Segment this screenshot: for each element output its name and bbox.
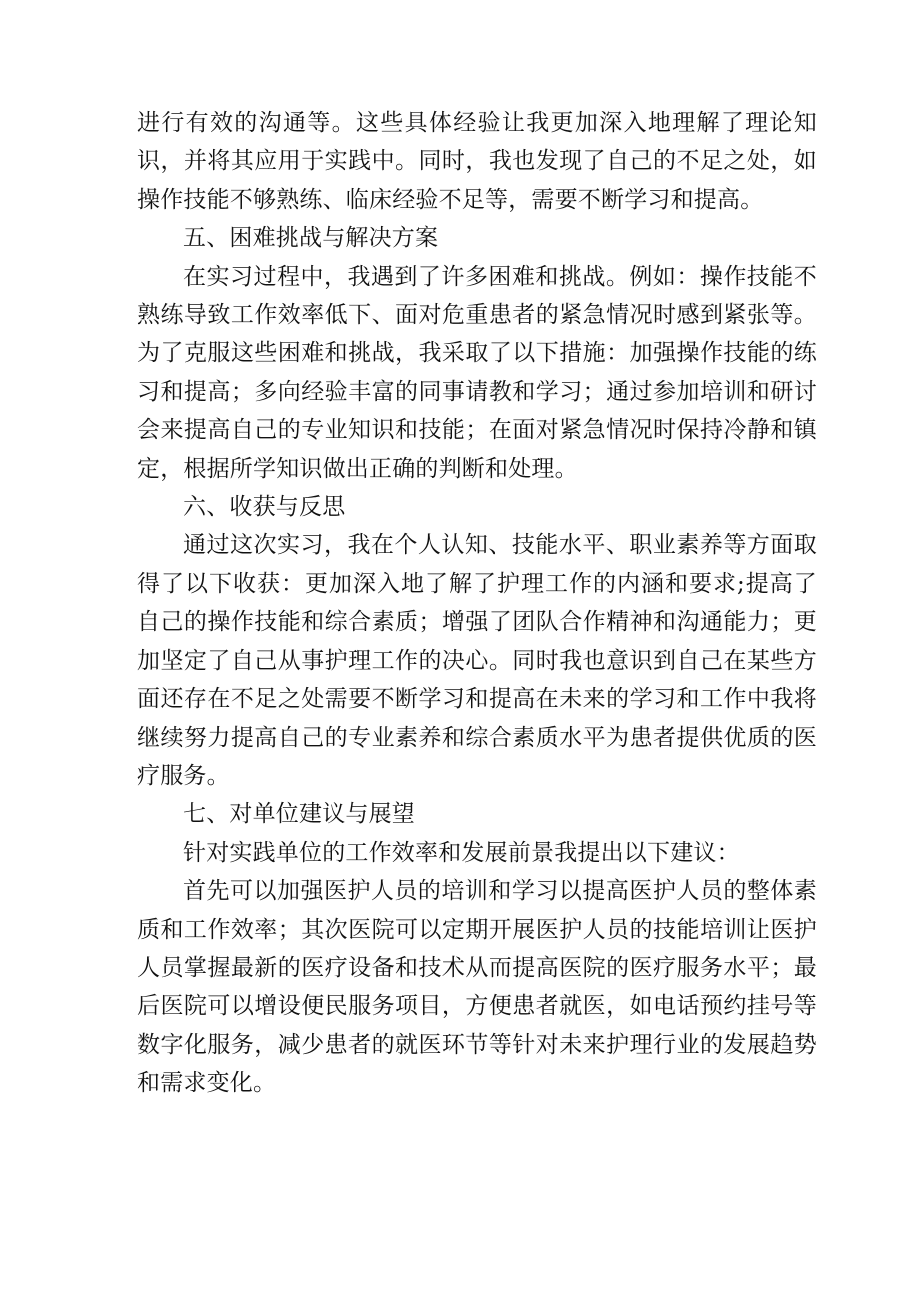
paragraph-suggestions: 首先可以加强医护人员的培训和学习以提高医护人员的整体素质和工作效率；其次医院可以定期开展医护人员的技能培训让医护人员掌握最新的医疗设备和技术从而提高医院的医疗服务水平；最后医院可以增设便民服务项目，方便患者就医，如电话预约挂号等数字化服务，减少患者的就医环节等针对未来护理行业的发展趋势和需求变化。 — [137, 878, 817, 1097]
section-heading-6: 六、收获与反思 — [183, 494, 346, 521]
document-body — [137, 104, 817, 1103]
paragraph-difficulties: 在实习过程中，我遇到了许多困难和挑战。例如：操作技能不熟练导致工作效率低下、面对危重患者的紧急情况时感到紧张等。为了克服这些困难和挑战，我采取了以下措施：加强操作技能的练习和提高；多向经验丰富的同事请教和学习；通过参加培训和研讨会来提高自己的专业知识和技能；在面对紧急情况时保持冷静和镇定，根据所学知识做出正确的判断和处理。 — [137, 263, 817, 482]
paragraph-suggestion-intro: 针对实践单位的工作效率和发展前景我提出以下建议： — [183, 839, 740, 866]
paragraph-gains: 通过这次实习，我在个人认知、技能水平、职业素养等方面取得了以下收获：更加深入地了解了护理工作的内涵和要求;提高了自己的操作技能和综合素质；增强了团队合作精神和沟通能力；更加坚定了自己从事护理工作的决心。同时我也意识到自己在某些方面还存在不足之处需要不断学习和提高在未来的学习和工作中我将继续努力提高自己的专业素养和综合素质水平为患者提供优质的医疗服务。 — [137, 532, 817, 789]
section-heading-5: 五、困难挑战与解决方案 — [183, 225, 439, 252]
paragraph-continuation: 进行有效的沟通等。这些具体经验让我更加深入地理解了理论知识，并将其应用于实践中。同时，我也发现了自己的不足之处，如操作技能不够熟练、临床经验不足等，需要不断学习和提高。 — [137, 110, 817, 213]
section-heading-7: 七、对单位建议与展望 — [183, 801, 415, 828]
